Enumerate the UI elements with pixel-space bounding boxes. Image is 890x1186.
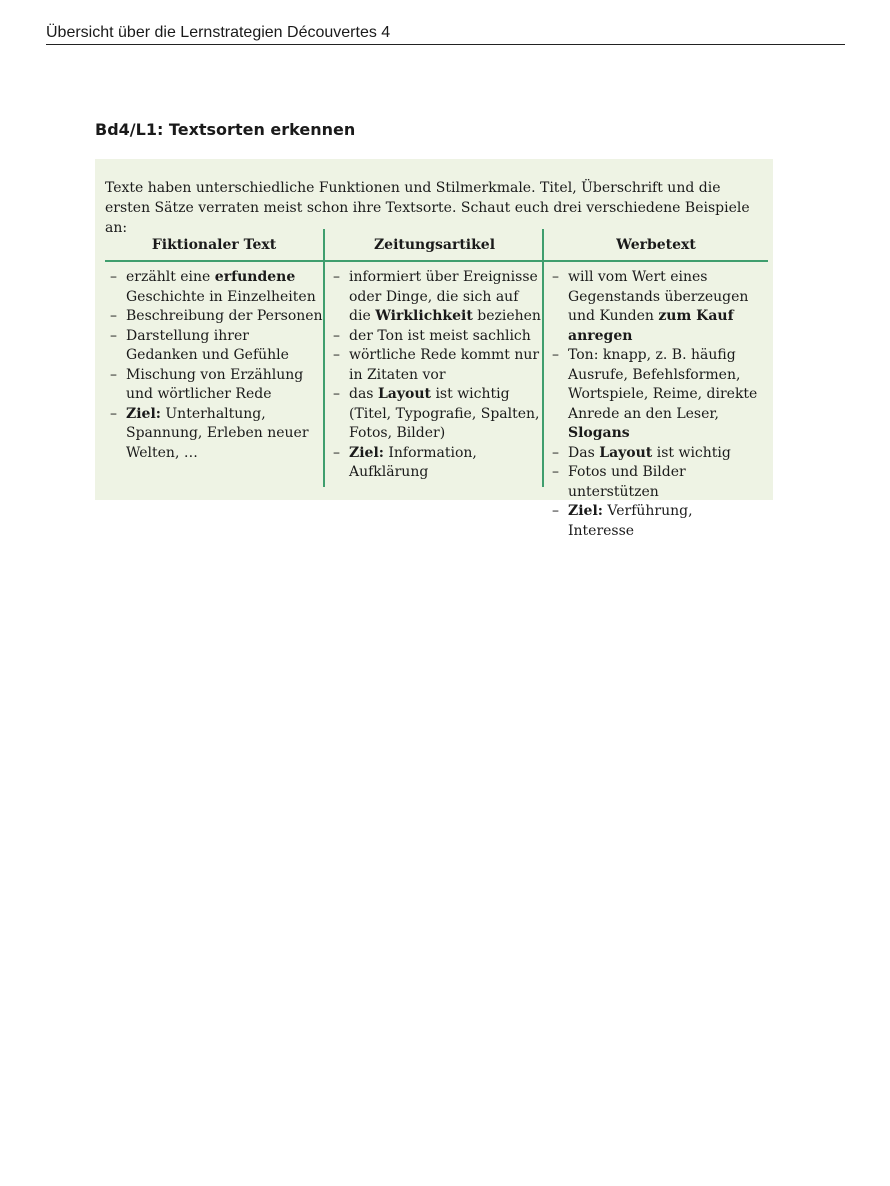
column-zeitungsartikel — [323, 229, 544, 487]
list-item: – wörtliche Rede kommt nur in Zitaten vor — [328, 346, 544, 385]
column-fiktionaler-text — [105, 229, 323, 487]
list-item: – Beschreibung der Personen — [105, 307, 323, 327]
list-item: – informiert über Ereignisse oder Dinge, die sich auf die Wirklichkeit beziehen — [328, 268, 544, 327]
list-item: – Fotos und Bilder unterstützen — [547, 463, 763, 502]
list-item: – Darstellung ihrer Gedanken und Gefühle — [105, 327, 323, 366]
list-item: – das Layout ist wichtig (Titel, Typografie, Spalten, Fotos, Bilder) — [328, 385, 544, 444]
list-item: – Ziel: Unterhaltung, Spannung, Erleben neuer Welten, … — [105, 405, 323, 464]
column-werbetext — [542, 229, 763, 539]
list-item: – erzählt eine erfundene Geschichte in Einzelheiten — [105, 268, 323, 307]
info-box — [95, 159, 773, 539]
column-heading: Werbetext — [544, 229, 768, 262]
column-heading: Fiktionaler Text — [105, 229, 323, 262]
bullet-list — [105, 262, 323, 463]
list-item: – will vom Wert eines Gegenstands überzeugen und Kunden zum Kauf anregen — [547, 268, 763, 346]
list-item: – Das Layout ist wichtig — [547, 444, 763, 464]
list-item: – Mischung von Erzählung und wörtlicher Rede — [105, 366, 323, 405]
intro-text: Texte haben unterschiedliche Funktionen und Stilmerkmale. Titel, Überschrift und die ersten Sätze verraten meist schon ihre Textsorte. Schaut euch drei verschiedene Beispiele an: — [105, 180, 750, 236]
list-item: – Ziel: Information, Aufklärung — [328, 444, 544, 483]
column-heading: Zeitungsartikel — [325, 229, 544, 262]
bullet-list — [325, 262, 544, 483]
section-title: Bd4/L1: Textsorten erkennen — [95, 120, 356, 139]
page-header: Übersicht über die Lernstrategien Découvertes 4 — [46, 24, 845, 45]
list-item: – der Ton ist meist sachlich — [328, 327, 544, 347]
bullet-list — [544, 262, 763, 541]
list-item: – Ziel: Verführung, Interesse — [547, 502, 763, 541]
list-item: – Ton: knapp, z. B. häufig Ausrufe, Befehlsformen, Wortspiele, Reime, direkte Anrede an den Leser, Slogans — [547, 346, 763, 444]
